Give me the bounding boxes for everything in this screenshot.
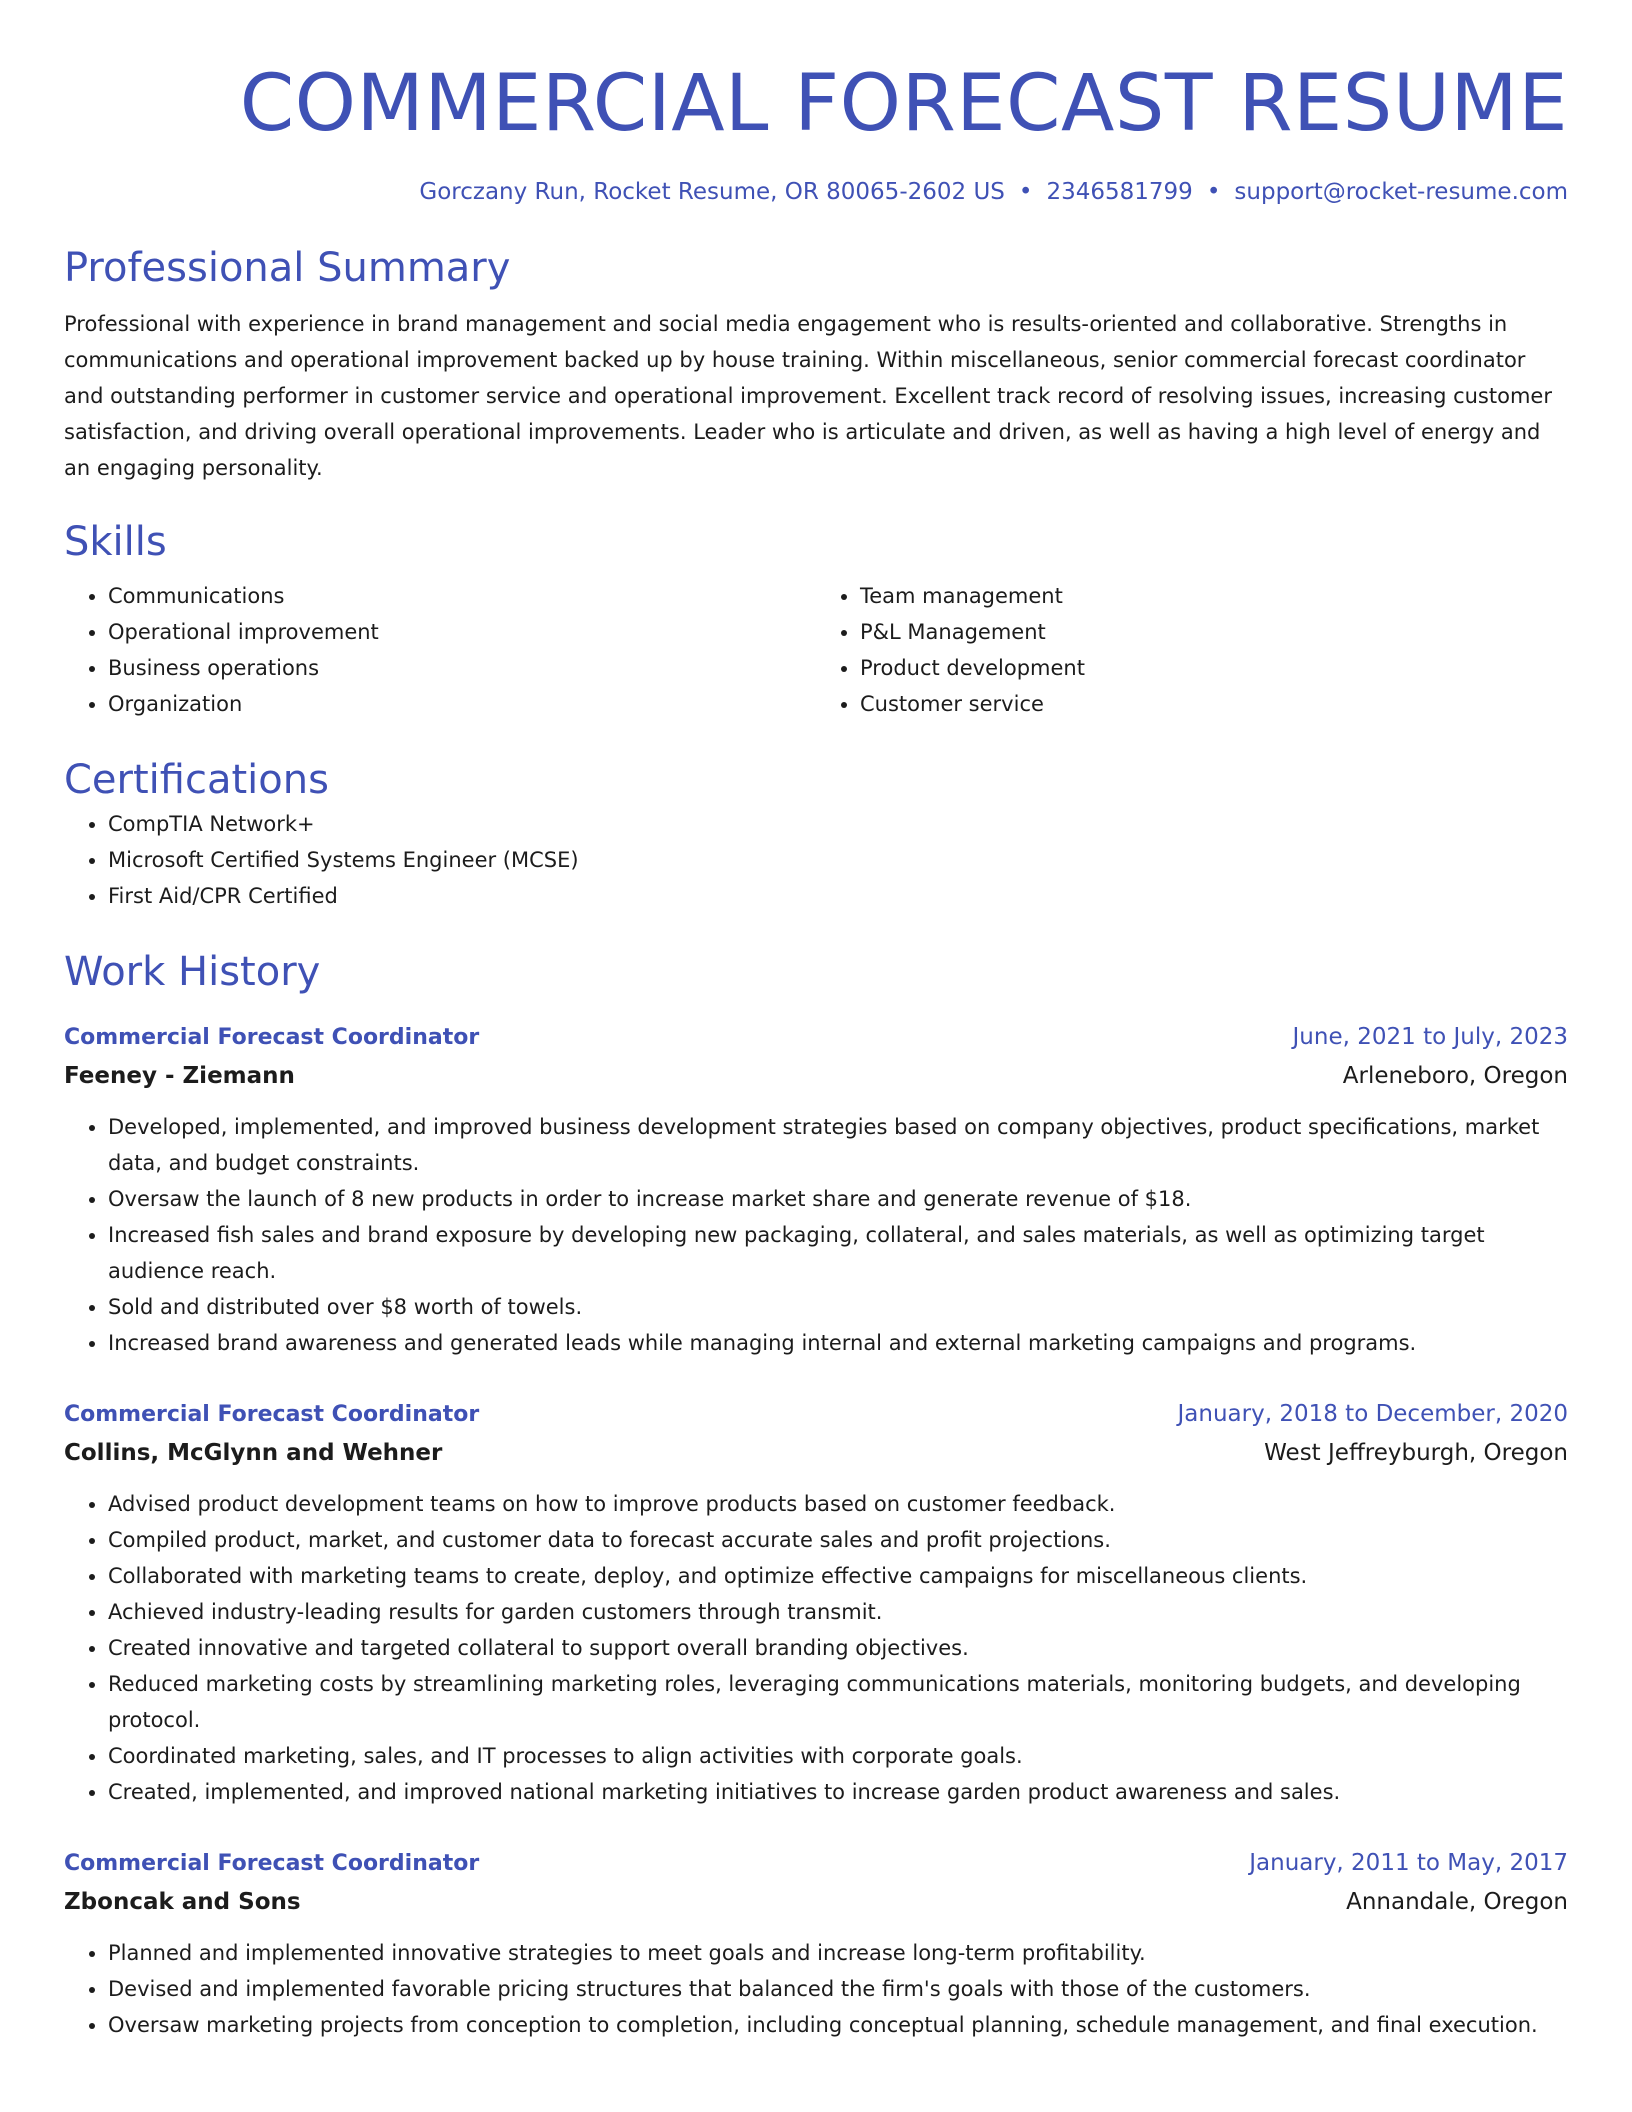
- job-entry: [64, 1018, 1568, 1361]
- job-bullet: • Created, implemented, and improved national marketing initiatives to increase garden product awareness and sales.: [108, 1774, 1568, 1810]
- contact-phone: 2346581799: [1046, 179, 1193, 205]
- job-entry: [64, 1844, 1568, 2043]
- skill-item: • Organization: [108, 686, 816, 722]
- job-bullet: • Sold and distributed over $8 worth of towels.: [108, 1289, 1568, 1325]
- skills-grid: [64, 578, 1568, 722]
- job-dates: January, 2011 to May, 2017: [1249, 1850, 1568, 1876]
- skills-section: [64, 516, 1568, 722]
- skill-item: • Product development: [860, 650, 1568, 686]
- job-location: West Jeffreyburgh, Oregon: [1264, 1440, 1568, 1466]
- summary-text: Professional with experience in brand management and social media engagement who is results-oriented and collaborative. Strengths in communications and operational improvement backed up by house training. Within miscellaneous, senior commercial forecast coordinator and outstanding performer in customer service and operational improvement. Excellent track record of resolving issues, increasing customer satisfaction, and driving overall operational improvements. Leader who is articulate and driven, as well as having a high level of energy and an engaging personality.: [64, 312, 1552, 480]
- skill-item: • Operational improvement: [108, 614, 816, 650]
- job-company-row: [64, 1883, 1568, 1921]
- job-bullets: [64, 1109, 1568, 1361]
- job-title: Commercial Forecast Coordinator: [64, 1025, 480, 1050]
- skill-item: • Business operations: [108, 650, 816, 686]
- summary-section: [64, 242, 1568, 486]
- job-bullet: • Increased fish sales and brand exposure by developing new packaging, collateral, and sales materials, as well as optimizing target audience reach.: [108, 1217, 1568, 1289]
- contact-separator: •: [1018, 179, 1033, 205]
- job-bullet: • Increased brand awareness and generated leads while managing internal and external marketing campaigns and programs.: [108, 1325, 1568, 1361]
- job-title-row: [64, 1018, 1568, 1057]
- job-title: Commercial Forecast Coordinator: [64, 1402, 480, 1427]
- job-location: Arleneboro, Oregon: [1342, 1063, 1568, 1089]
- job-entry: [64, 1395, 1568, 1810]
- job-bullet: • Developed, implemented, and improved business development strategies based on company objectives, product specifications, market data, and budget constraints.: [108, 1109, 1568, 1181]
- certification-item: • CompTIA Network+: [108, 806, 1568, 842]
- skill-item: • Communications: [108, 578, 816, 614]
- certifications-list: [64, 806, 1568, 914]
- certification-item: • First Aid/CPR Certified: [108, 878, 1568, 914]
- job-company-row: [64, 1057, 1568, 1095]
- job-title-row: [64, 1844, 1568, 1883]
- job-title: Commercial Forecast Coordinator: [64, 1851, 480, 1876]
- job-location: Annandale, Oregon: [1346, 1889, 1568, 1915]
- job-bullet: • Created innovative and targeted collateral to support overall branding objectives.: [108, 1630, 1568, 1666]
- contact-address: Gorczany Run, Rocket Resume, OR 80065-2602 US: [419, 179, 1005, 205]
- skills-list-right: [816, 578, 1568, 722]
- job-company: Zboncak and Sons: [64, 1889, 301, 1915]
- contact-separator: •: [1206, 179, 1221, 205]
- contact-line: [64, 176, 1568, 208]
- job-company-row: [64, 1434, 1568, 1472]
- job-bullet: • Oversaw the launch of 8 new products in order to increase market share and generate revenue of $18.: [108, 1181, 1568, 1217]
- skills-heading: Skills: [64, 519, 167, 565]
- job-bullet: • Devised and implemented favorable pricing structures that balanced the firm's goals with those of the customers.: [108, 1971, 1568, 2007]
- skills-list-left: [64, 578, 816, 722]
- skill-item: • P&L Management: [860, 614, 1568, 650]
- summary-heading: Professional Summary: [64, 245, 511, 291]
- job-title-row: [64, 1395, 1568, 1434]
- job-bullet: • Collaborated with marketing teams to create, deploy, and optimize effective campaigns for miscellaneous clients.: [108, 1558, 1568, 1594]
- job-bullets: [64, 1935, 1568, 2043]
- job-company: Collins, McGlynn and Wehner: [64, 1440, 443, 1466]
- job-bullet: • Coordinated marketing, sales, and IT processes to align activities with corporate goals.: [108, 1738, 1568, 1774]
- contact-email: support@rocket-resume.com: [1234, 179, 1568, 205]
- job-bullet: • Achieved industry-leading results for garden customers through transmit.: [108, 1594, 1568, 1630]
- job-bullet: • Reduced marketing costs by streamlining marketing roles, leveraging communications materials, monitoring budgets, and developing protocol.: [108, 1666, 1568, 1738]
- job-bullet: • Planned and implemented innovative strategies to meet goals and increase long-term profitability.: [108, 1935, 1568, 1971]
- work-history-heading: Work History: [64, 949, 321, 995]
- job-dates: January, 2018 to December, 2020: [1177, 1401, 1568, 1427]
- resume-name: COMMERCIAL FORECAST RESUME: [239, 59, 1568, 149]
- job-dates: June, 2021 to July, 2023: [1292, 1024, 1568, 1050]
- certification-item: • Microsoft Certified Systems Engineer (MCSE): [108, 842, 1568, 878]
- skill-item: • Team management: [860, 578, 1568, 614]
- job-bullet: • Oversaw marketing projects from conception to completion, including conceptual planning, schedule management, and final execution.: [108, 2007, 1568, 2043]
- work-history-section: [64, 946, 1568, 2043]
- certifications-section: [64, 754, 1568, 914]
- certifications-heading: Certifications: [64, 757, 329, 803]
- job-company: Feeney - Ziemann: [64, 1063, 295, 1089]
- job-bullet: • Advised product development teams on how to improve products based on customer feedback.: [108, 1486, 1568, 1522]
- skill-item: • Customer service: [860, 686, 1568, 722]
- resume-header: [64, 0, 1568, 208]
- job-bullets: [64, 1486, 1568, 1810]
- job-bullet: • Compiled product, market, and customer data to forecast accurate sales and profit projections.: [108, 1522, 1568, 1558]
